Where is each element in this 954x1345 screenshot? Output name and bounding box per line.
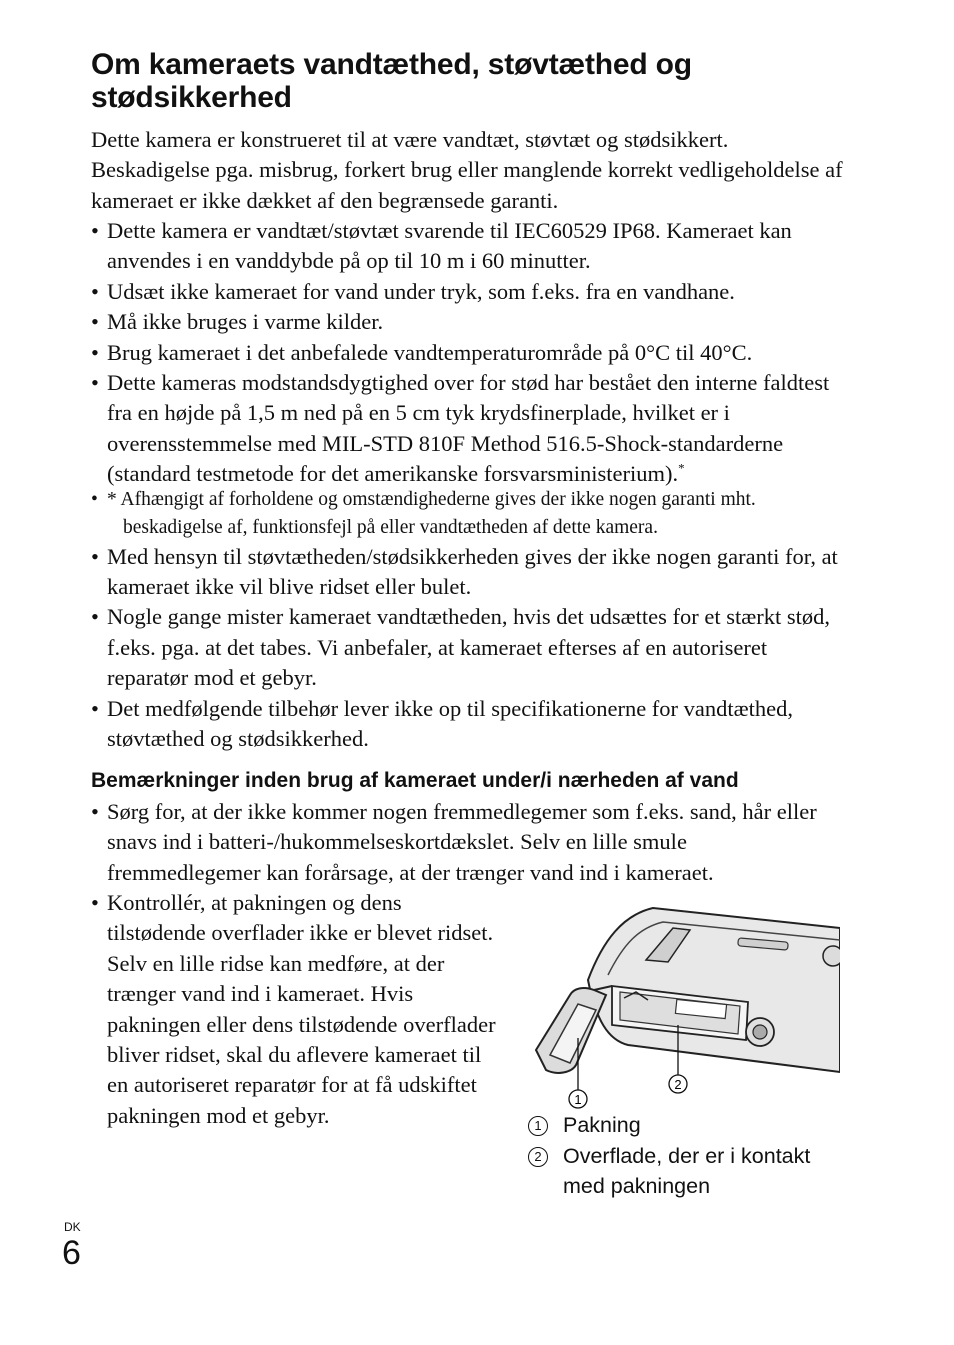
list-item: • Brug kameraet i det anbefalede vandtemperaturområde på 0°C til 40°C. (91, 338, 843, 368)
intro-paragraph: Dette kamera er konstrueret til at være vandtæt, støvtæt og stødsikkert. Beskadigelse pga. misbrug, forkert brug eller manglende korrekt vedligeholdelse af kameraet er ikke dækket af den begrænsede garanti. (91, 127, 843, 213)
camera-illustration (528, 900, 840, 1115)
list-item: • Sørg for, at der ikke kommer nogen fremmedlegemer som f.eks. sand, hår eller snavs ind i batteri-/hukommelseskortdækslet. Selv en lille smule fremmedlegemer kan forårsage, at der trænger vand ind i kameraet. (91, 797, 843, 888)
list-item: • Må ikke bruges i varme kilder. (91, 307, 843, 337)
sub-bullet-list-2 (91, 888, 503, 1131)
list-item: • Udsæt ikke kameraet for vand under tryk, som f.eks. fra en vandhane. (91, 277, 843, 307)
caption-label: Pakning (563, 1113, 641, 1137)
list-item: • Kontrollér, at pakningen og dens tilstødende overflader ikke er blevet ridset. Selv en lille ridse kan medføre, at der trænger vand ind i kameraet. Hvis pakningen eller dens tilstødende overflader bliver ridset, skal du aflevere kameraet til en autoriseret reparatør for at få udskiftet pakningen mod et gebyr. (91, 888, 503, 1131)
sub-bullet-list (91, 797, 843, 888)
camera-figure (528, 900, 840, 1115)
list-item: • Nogle gange mister kameraet vandtætheden, hvis det udsættes for et stærkt stød, f.eks. pga. at det tabes. Vi anbefaler, at kameraet efterses af en autoriseret reparatør mod et gebyr. (91, 602, 843, 693)
caption-number: 1 (528, 1116, 548, 1136)
footnote-marker: * (678, 460, 685, 476)
footnote (107, 486, 843, 542)
page-number: 6 (62, 1234, 81, 1272)
figure-captions (528, 1110, 848, 1202)
bullet-list (91, 216, 843, 755)
caption-item (528, 1110, 848, 1141)
page-title: Om kameraets vandtæthed, støvtæthed og stødsikkerhed (91, 48, 692, 114)
caption-item (528, 1141, 848, 1202)
list-item-text: Dette kameras modstandsdygtighed over for stød har bestået den interne faldtest fra en højde på 1,5 m ned på en 5 cm tyk krydsfinerplade, hvilket er i overensstemmelse med MIL-STD 810F Method 516.5-Shock-standarderne (standard testmetode for det amerikanske forsvarsministerium). (107, 370, 830, 487)
page-language-code: DK (64, 1220, 81, 1234)
list-item: • Dette kamera er vandtæt/støvtæt svarende til IEC60529 IP68. Kameraet kan anvendes i en vanddybde på op til 10 m i 60 minutter. (91, 216, 843, 277)
section-subheading: Bemærkninger inden brug af kameraet under/i nærheden af vand (91, 769, 739, 792)
list-item: • Med hensyn til støvtætheden/stødsikkerheden gives der ikke nogen garanti for, at kameraet ikke vil blive ridset eller bulet. (91, 542, 843, 603)
callout-2-number: 2 (674, 1077, 682, 1092)
footnote-text: * Afhængigt af forholdene og omstændighederne gives der ikke nogen garanti mht. beskadigelse af, funktionsfejl på eller vandtætheden af dette kamera. (107, 488, 756, 538)
list-item: • Det medfølgende tilbehør lever ikke op til specifikationerne for vandtæthed, støvtæthed og stødsikkerhed. (91, 694, 843, 755)
caption-label: Overflade, der er i kontakt med pakningen (563, 1143, 811, 1198)
callout-1-number: 1 (574, 1092, 582, 1107)
caption-number: 2 (528, 1147, 548, 1167)
list-item (91, 368, 843, 490)
